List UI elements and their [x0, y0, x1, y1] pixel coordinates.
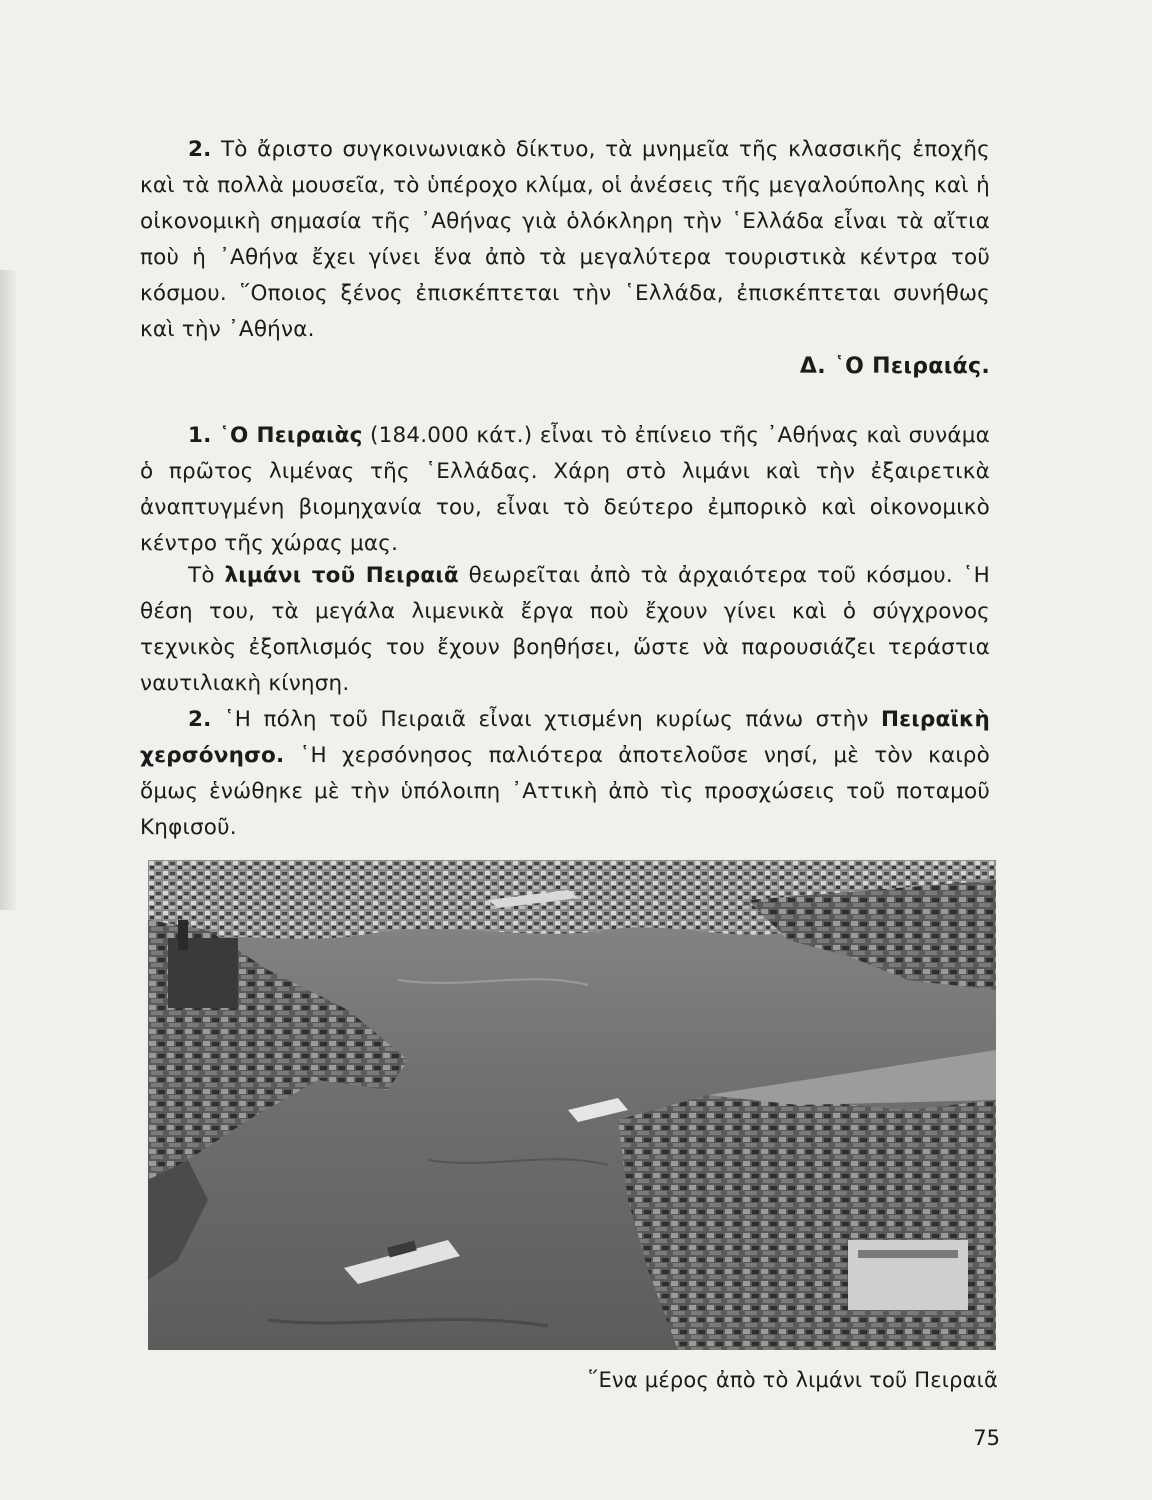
paragraph-prefix: Τὸ	[188, 563, 225, 588]
section-heading: Δ. ῾Ο Πειραιάς.	[799, 354, 990, 379]
binding-shadow	[0, 270, 18, 910]
harbor-photo-illustration	[148, 860, 996, 1350]
paragraph-tourism	[140, 132, 990, 348]
paragraph-text: ῾Η χερσόνησος παλιότερα ἀποτελοῦσε νησί, μὲ τὸν καιρὸ ὅμως ἑνώθηκε μὲ τὴν ὑπόλοιπη ᾿Αττικὴ ἀπὸ τὶς προσχώσεις τοῦ ποταμοῦ Κηφισοῦ.	[140, 743, 990, 840]
building-windows	[858, 1250, 958, 1258]
paragraph-text: Τὸ ἄριστο συγκοινωνιακὸ δίκτυο, τὰ μνημεῖα τῆς κλασσικῆς ἐποχῆς καὶ τὰ πολλὰ μουσεῖα, τὸ ὑπέροχο κλίμα, οἱ ἀνέσεις τῆς μεγαλούπολης καὶ ἡ οἰκονομικὴ σημασία τῆς ᾿Αθήνας γιὰ ὁλόκληρη τὴν ῾Ελλάδα εἶναι τὰ αἴτια ποὺ ἡ ᾿Αθήνα ἔχει γίνει ἕνα ἀπὸ τὰ μεγαλύτερα τουριστικὰ κέντρα τοῦ κόσμου. ῞Οποιος ξένος ἐπισκέπτεται τὴν ῾Ελλάδα, ἐπισκέπτεται συνήθως καὶ τὴν ᾿Αθήνα.	[140, 137, 990, 342]
paragraph-text: ῾Η πόλη τοῦ Πειραιᾶ εἶναι χτισμένη κυρίως πάνω στὴν	[211, 707, 881, 732]
paragraph-peninsula	[140, 702, 990, 846]
bold-term-peninsula: Πειραϊκὴ χερσόνησο.	[140, 707, 990, 768]
photo-caption: ῞Ενα μέρος ἀπὸ τὸ λιμάνι τοῦ Πειραιᾶ	[587, 1368, 998, 1392]
page-number: 75	[973, 1426, 1000, 1450]
harbor-photo	[148, 860, 996, 1350]
paragraph-text: (184.000 κάτ.) εἶναι τὸ ἐπίνειο τῆς ᾿Αθήνας καὶ συνάμα ὁ πρῶτος λιμένας τῆς ῾Ελλάδας. Χάρη στὸ λιμάνι καὶ τὴν ἐξαιρετικὰ ἀναπτυγμένη βιομηχανία του, εἶναι τὸ δεύτερο ἐμπορικὸ καὶ οἰκονομικὸ κέντρο τῆς χώρας μας.	[140, 423, 990, 556]
paragraph-port	[140, 558, 990, 702]
right-peninsula	[618, 1095, 996, 1350]
paragraph-number: 2.	[188, 707, 212, 732]
bold-term-piraeus: ῾Ο Πειραιὰς	[219, 423, 363, 448]
paragraph-number: 1.	[188, 423, 212, 448]
chimney	[178, 920, 188, 950]
paragraph-piraeus-intro	[140, 418, 990, 562]
paragraph-text: θεωρεῖται ἀπὸ τὰ ἀρχαιότερα τοῦ κόσμου. ῾Η θέση του, τὰ μεγάλα λιμενικὰ ἔργα ποὺ ἔχουν γίνει καὶ ὁ σύγχρονος τεχνικὸς ἐξοπλισμός του ἔχουν βοηθήσει, ὥστε νὰ παρουσιάζει τεράστια ναυτιλιακὴ κίνηση.	[140, 563, 990, 696]
paragraph-number: 2.	[188, 137, 212, 162]
bold-term-port: λιμάνι τοῦ Πειραιᾶ	[224, 563, 459, 588]
